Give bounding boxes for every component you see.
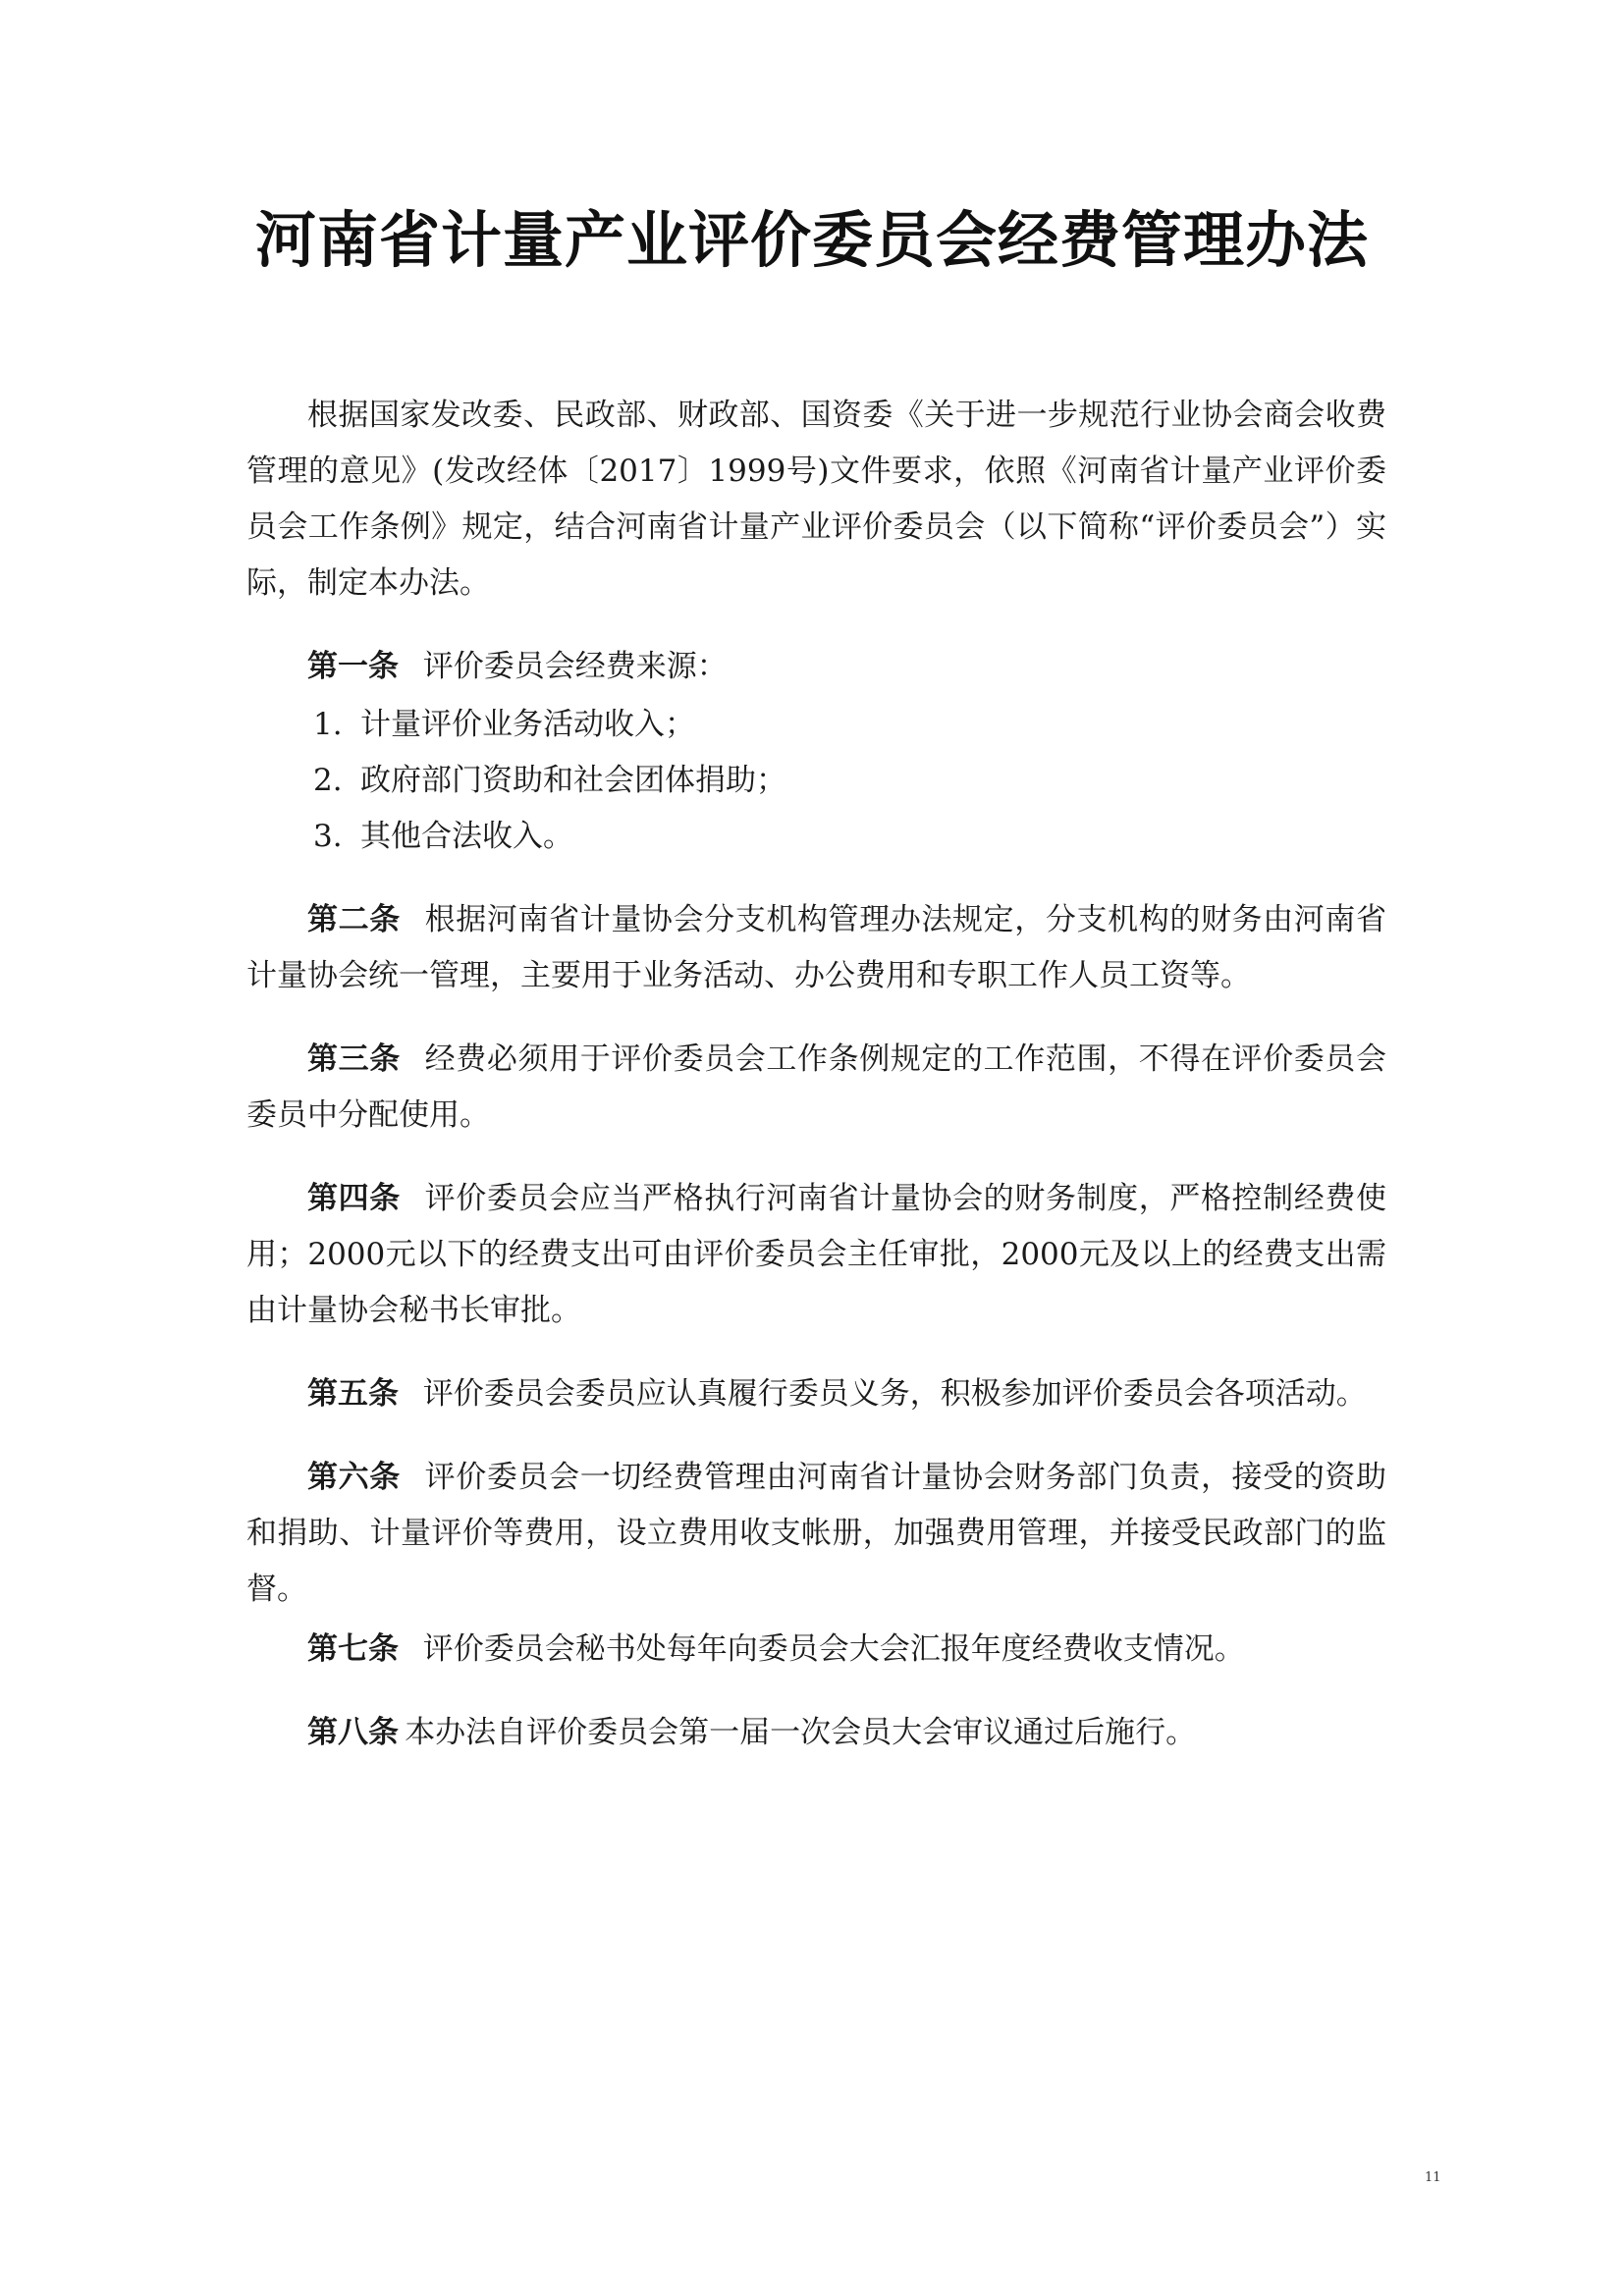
article-1 xyxy=(246,639,1386,865)
list-item xyxy=(246,697,1386,753)
funding-source-list xyxy=(246,697,1386,865)
list-item-number: 2. xyxy=(313,763,343,798)
list-item-text: 其他合法收入。 xyxy=(360,819,573,854)
article-1-label: 第一条 xyxy=(307,649,399,684)
article-6 xyxy=(246,1450,1386,1618)
article-8 xyxy=(246,1705,1386,1761)
list-item-number: 1. xyxy=(313,707,343,742)
article-3-text: 经费必须用于评价委员会工作条例规定的工作范围，不得在评价委员会委员中分配使用。 xyxy=(246,1041,1387,1133)
list-item-text: 计量评价业务活动收入； xyxy=(360,707,695,742)
list-item xyxy=(246,809,1386,865)
article-2 xyxy=(246,892,1386,1004)
article-8-label: 第八条 xyxy=(307,1715,399,1750)
article-1-paragraph xyxy=(246,639,1386,695)
article-2-label: 第二条 xyxy=(307,902,401,937)
page-number: 11 xyxy=(1425,2170,1441,2185)
list-item-number: 3. xyxy=(313,819,343,854)
article-7-label: 第七条 xyxy=(307,1631,399,1667)
list-item xyxy=(246,753,1386,809)
article-2-text: 根据河南省计量协会分支机构管理办法规定，分支机构的财务由河南省计量协会统一管理，主要用于业务活动、办公费用和专职工作人员工资等。 xyxy=(246,902,1387,993)
article-1-text: 评价委员会经费来源： xyxy=(422,649,728,684)
article-3-label: 第三条 xyxy=(307,1041,401,1077)
document-body xyxy=(246,388,1386,1761)
article-4 xyxy=(246,1171,1386,1339)
article-6-text: 评价委员会一切经费管理由河南省计量协会财务部门负责，接受的资助和捐助、计量评价等费用，设立费用收支帐册，加强费用管理，并接受民政部门的监督。 xyxy=(246,1460,1387,1607)
article-3 xyxy=(246,1032,1386,1144)
article-8-text: 本办法自评价委员会第一届一次会员大会审议通过后施行。 xyxy=(405,1715,1197,1750)
article-5 xyxy=(246,1366,1386,1422)
article-5-text: 评价委员会委员应认真履行委员义务，积极参加评价委员会各项活动。 xyxy=(422,1376,1367,1412)
article-6-label: 第六条 xyxy=(307,1460,401,1495)
article-5-label: 第五条 xyxy=(307,1376,399,1412)
intro-paragraph: 根据国家发改委、民政部、财政部、国资委《关于进一步规范行业协会商会收费管理的意见》(发改经体〔2017〕1999号)文件要求，依照《河南省计量产业评价委员会工作条例》规定，结合河南省计量产业评价委员会（以下简称“评价委员会”）实际，制定本办法。 xyxy=(246,398,1386,601)
article-7 xyxy=(246,1622,1386,1678)
article-4-label: 第四条 xyxy=(307,1181,401,1216)
article-4-text: 评价委员会应当严格执行河南省计量协会的财务制度，严格控制经费使用；2000元以下的经费支出可由评价委员会主任审批，2000元及以上的经费支出需由计量协会秘书长审批。 xyxy=(246,1181,1387,1328)
document-title: 河南省计量产业评价委员会经费管理办法 xyxy=(254,204,1369,276)
list-item-text: 政府部门资助和社会团体捐助； xyxy=(360,763,786,798)
article-7-text: 评价委员会秘书处每年向委员会大会汇报年度经费收支情况。 xyxy=(422,1631,1245,1667)
